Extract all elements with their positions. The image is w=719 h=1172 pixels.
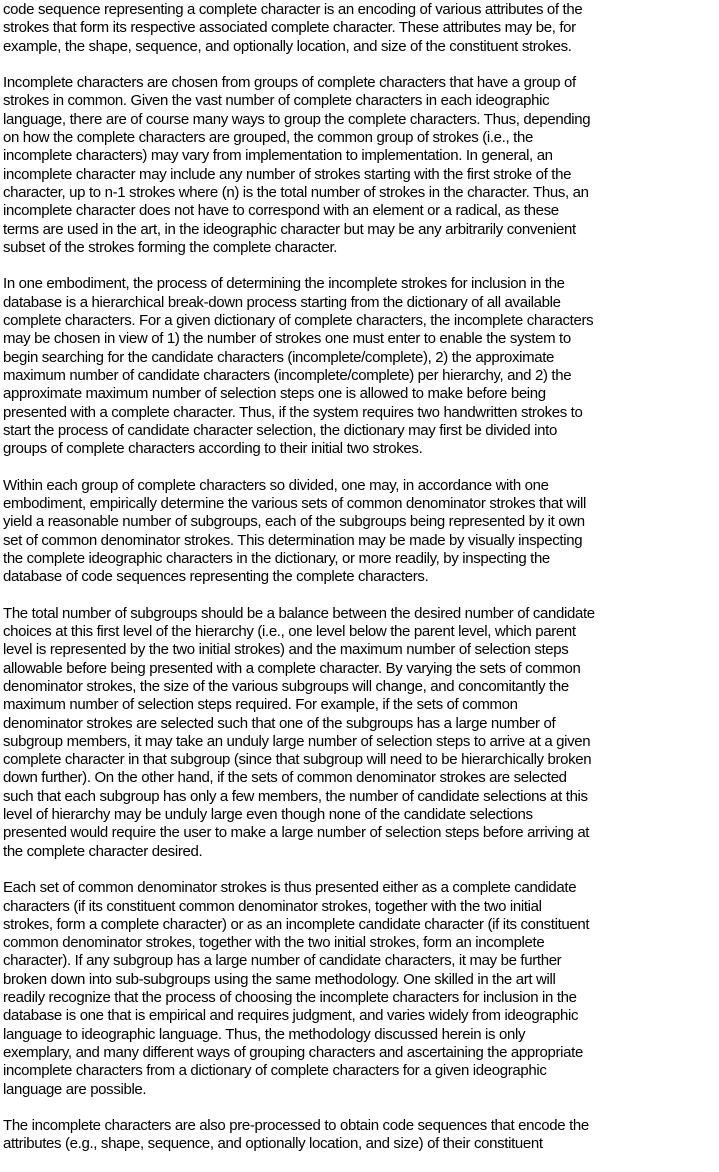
text-line: groups of complete characters according to their initial two strokes. <box>3 440 423 458</box>
text-line: Incomplete characters are chosen from groups of complete characters that have a group of <box>3 74 576 92</box>
text-line: common denominator strokes, together with the two initial strokes, form an incomplete <box>3 934 545 952</box>
text-line: incomplete character does not have to correspond with an element or a radical, as these <box>3 202 559 220</box>
text-line: the complete ideographic characters in the dictionary, or more readily, by inspecting the <box>3 549 550 567</box>
text-line: embodiment, empirically determine the various sets of common denominator strokes that will <box>3 495 586 513</box>
text-line: yield a reasonable number of subgroups, each of the subgroups being represented by it own <box>3 513 585 531</box>
text-line: characters (if its constituent common denominator strokes, together with the two initial <box>3 897 542 915</box>
text-line: presented would require the user to make a large number of selection steps before arriving at <box>3 824 590 842</box>
text-line: code sequence representing a complete character is an encoding of various attributes of the <box>3 1 583 18</box>
text-line: language to ideographic language. Thus, the methodology discussed herein is only <box>3 1025 526 1043</box>
text-line: down further). On the other hand, if the sets of common denominator strokes are selected <box>3 769 567 787</box>
text-line: start the process of candidate character selection, the dictionary may first be divided into <box>3 421 557 439</box>
text-line: strokes, form a complete character) or as an incomplete candidate character (if its constituent <box>3 915 590 933</box>
paragraph <box>3 74 715 257</box>
text-line: denominator strokes are selected such that one of the subgroups has a large number of <box>3 714 556 732</box>
text-line: The total number of subgroups should be a balance between the desired number of candidate <box>3 604 595 622</box>
text-line: incomplete characters from a dictionary of complete characters for a given ideographic <box>3 1062 547 1080</box>
text-line: denominator strokes, the size of the various subgroups will change, and concomitantly the <box>3 677 569 695</box>
text-line: language are possible. <box>3 1080 147 1098</box>
text-line: language, there are of course many ways to group the complete characters. Thus, depending <box>3 110 591 128</box>
text-line: level of hierarchy may be unduly large even though none of the candidate selections <box>3 806 533 824</box>
paragraph <box>3 879 715 1099</box>
text-line: maximum number of candidate characters (incomplete/complete) per hierarchy, and 2) the <box>3 366 572 384</box>
text-line: approximate maximum number of selection steps one is allowed to make before being <box>3 385 546 403</box>
text-line: readily recognize that the process of choosing the incomplete characters for inclusion in the <box>3 989 577 1007</box>
text-line: subset of the strokes forming the complete character. <box>3 238 338 256</box>
text-line: level is represented by the two initial strokes) and the maximum number of selection steps <box>3 641 569 659</box>
paragraph <box>3 605 715 861</box>
text-line: subgroup members, it may take an unduly large number of selection steps to arrive at a given <box>3 732 591 750</box>
text-line: terms are used in the art, in the ideographic character but may be any arbitrarily convenient <box>3 220 576 238</box>
text-line: set of common denominator strokes. This determination may be made by visually inspecting <box>3 531 583 549</box>
text-line: strokes in common. Given the vast number of complete characters in each ideographic <box>3 92 550 110</box>
text-line: complete character in that subgroup (since that subgroup will need to be hierarchically broken <box>3 751 592 769</box>
paragraph <box>3 477 715 587</box>
text-line: broken down into sub-subgroups using the same methodology. One skilled in the art will <box>3 970 556 988</box>
text-line: database is one that is empirical and requires judgment, and varies widely from ideographic <box>3 1007 579 1025</box>
paragraph <box>3 1 715 56</box>
text-line: strokes that form its respective associated complete character. These attributes may be, for <box>3 19 576 37</box>
text-line: maximum number of selection steps required. For example, if the sets of common <box>3 696 518 714</box>
text-line: presented with a complete character. Thus, if the system requires two handwritten strokes to <box>3 403 583 421</box>
text-line: allowable before being presented with a complete character. By varying the sets of common <box>3 659 581 677</box>
text-line: Each set of common denominator strokes is thus presented either as a complete candidate <box>3 879 577 897</box>
text-line: example, the shape, sequence, and optionally location, and size of the constituent strokes. <box>3 37 572 55</box>
text-line: database of code sequences representing the complete characters. <box>3 568 429 586</box>
text-line: character, up to n-1 strokes where (n) is the total number of strokes in the character. Thus, an <box>3 183 589 201</box>
text-line: may be chosen in view of 1) the number of strokes one must enter to enable the system to <box>3 330 571 348</box>
document-body <box>3 1 715 1172</box>
text-line: The incomplete characters are also pre-processed to obtain code sequences that encode the <box>3 1117 589 1135</box>
text-line: database is a hierarchical break-down process starting from the dictionary of all available <box>3 293 561 311</box>
text-line: incomplete characters) may vary from implementation to implementation. In general, an <box>3 147 553 165</box>
text-line: complete characters. For a given dictionary of complete characters, the incomplete characters <box>3 312 594 330</box>
text-line: In one embodiment, the process of determining the incomplete strokes for inclusion in the <box>3 275 565 293</box>
text-line: Within each group of complete characters so divided, one may, in accordance with one <box>3 476 549 494</box>
text-line: on how the complete characters are grouped, the common group of strokes (i.e., the <box>3 129 533 147</box>
text-line: incomplete character may include any number of strokes starting with the first stroke of the <box>3 165 572 183</box>
text-line: such that each subgroup has only a few members, the number of candidate selections at this <box>3 787 588 805</box>
text-line: begin searching for the candidate characters (incomplete/complete), 2) the approximate <box>3 348 555 366</box>
text-line: exemplary, and many different ways of grouping characters and ascertaining the appropriate <box>3 1043 583 1061</box>
text-line: attributes (e.g., shape, sequence, and optionally location, and size) of their constituent <box>3 1135 543 1153</box>
paragraph <box>3 1117 715 1154</box>
text-line: the complete character desired. <box>3 842 203 860</box>
text-line: character). If any subgroup has a large number of candidate characters, it may be further <box>3 952 562 970</box>
paragraph <box>3 275 715 458</box>
text-line: choices at this first level of the hierarchy (i.e., one level below the parent level, which parent <box>3 623 576 641</box>
